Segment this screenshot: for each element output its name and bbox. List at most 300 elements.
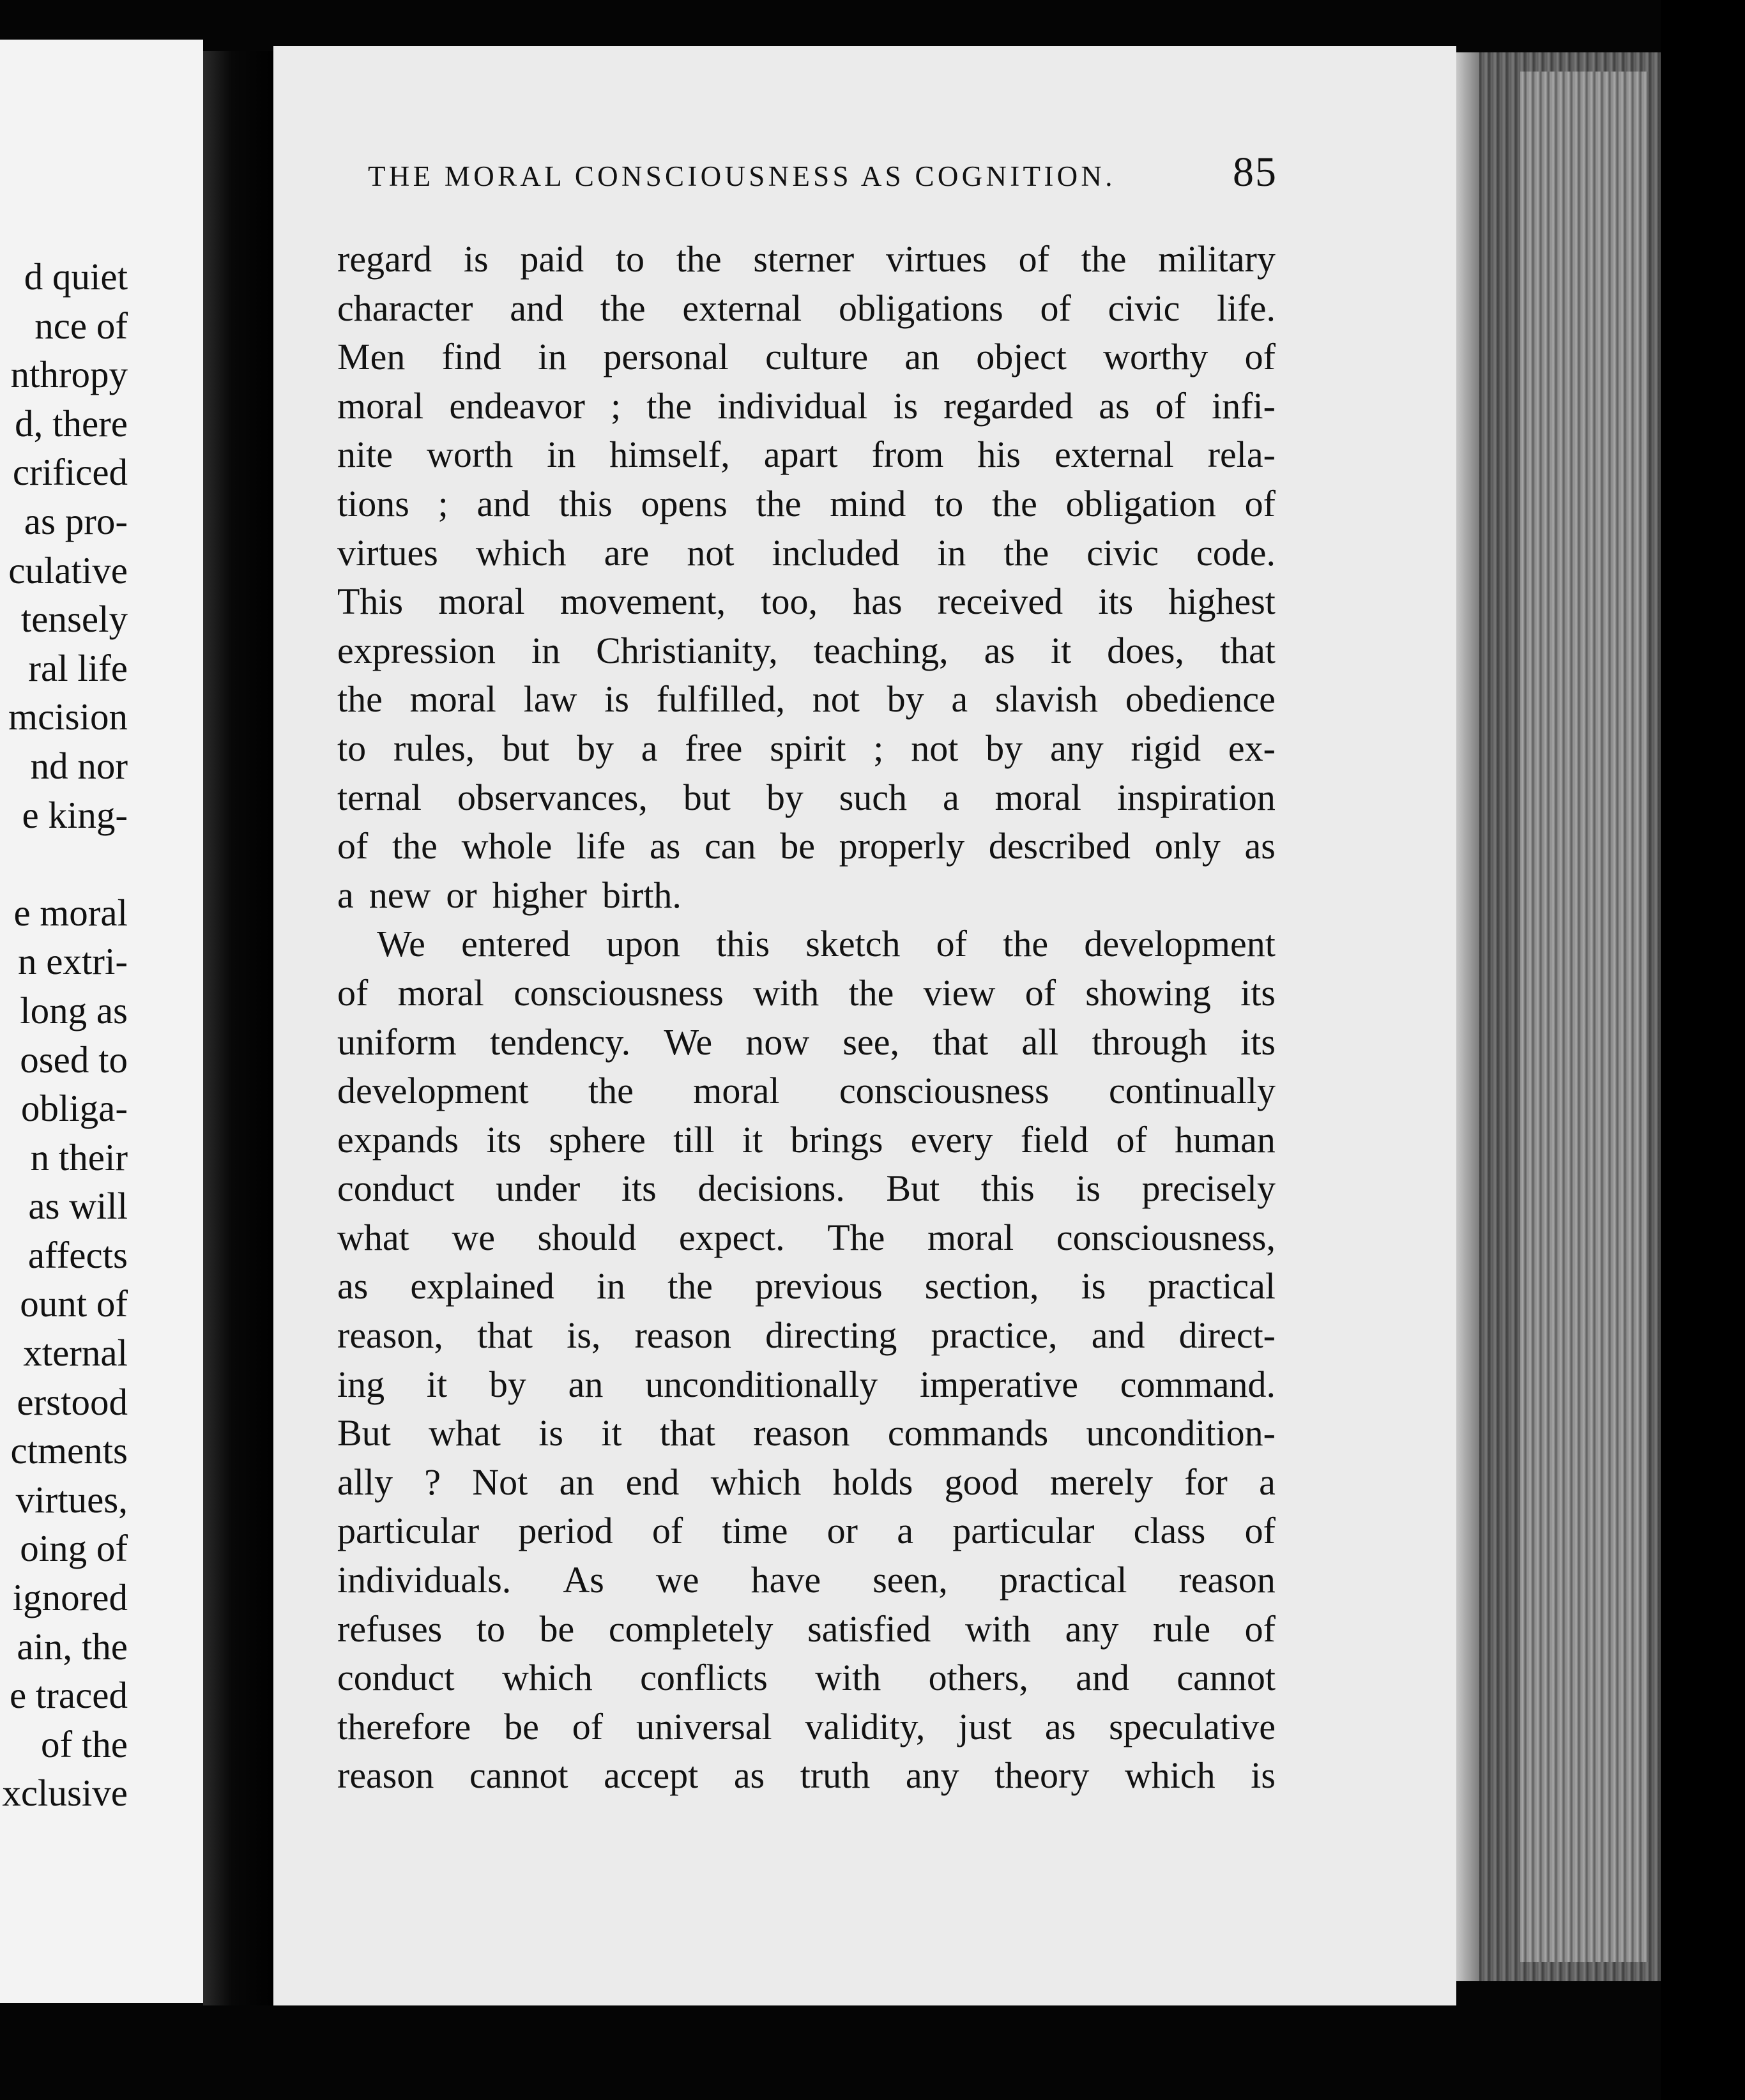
left-page-line: culative: [8, 549, 128, 591]
left-page-line: xclusive: [2, 1772, 128, 1815]
word: in: [596, 1265, 626, 1307]
word: the: [392, 825, 438, 867]
word: development: [1084, 923, 1276, 965]
text-line: [337, 675, 1276, 724]
word: apart: [763, 434, 838, 476]
word: birth.: [602, 874, 682, 916]
word: worth: [426, 434, 514, 476]
left-page-line: erstood: [17, 1380, 128, 1423]
word: reason: [753, 1412, 850, 1454]
word: of: [337, 825, 369, 867]
left-page-line: affects: [27, 1233, 128, 1276]
page-edge-shadow: [1456, 52, 1479, 1981]
word: with: [964, 1608, 1032, 1650]
left-page-line: long as: [20, 989, 128, 1031]
word: But: [886, 1168, 940, 1210]
word: and: [1076, 1657, 1129, 1699]
text-line: [337, 1703, 1276, 1752]
word: entered: [461, 923, 570, 965]
word: as: [1099, 384, 1130, 427]
word: command.: [1120, 1363, 1276, 1405]
word: life.: [1217, 287, 1276, 329]
left-page-line: ignored: [12, 1576, 128, 1619]
word: obedience: [1125, 678, 1276, 720]
word: by: [766, 776, 804, 818]
word: what: [337, 1216, 409, 1258]
word: consciousness: [839, 1070, 1049, 1112]
word: not: [812, 678, 860, 720]
text-line: [337, 1458, 1276, 1507]
left-page-line: of the: [41, 1723, 128, 1765]
word: described: [988, 825, 1131, 867]
word: reason,: [337, 1314, 443, 1357]
word: are: [604, 531, 650, 574]
word: field: [1020, 1118, 1089, 1160]
word: or: [827, 1510, 858, 1552]
word: directing: [765, 1314, 897, 1357]
word: section,: [924, 1265, 1039, 1307]
left-page-line: e moral: [13, 891, 128, 934]
word: of: [652, 1510, 683, 1552]
word: sphere: [549, 1118, 646, 1160]
word: object: [976, 336, 1067, 378]
word: We: [377, 923, 425, 965]
word: civic: [1108, 287, 1180, 329]
text-line: [337, 1751, 1276, 1800]
left-page-line: xternal: [23, 1332, 128, 1374]
left-page-line: e traced: [9, 1674, 128, 1717]
text-line: [337, 1067, 1276, 1116]
word: its: [1240, 971, 1276, 1014]
word: consciousness: [514, 971, 724, 1014]
scan-background-right: [1661, 0, 1745, 2100]
word: just: [958, 1705, 1012, 1747]
word: is: [463, 238, 489, 280]
word: moral: [409, 678, 496, 720]
word: observances,: [457, 776, 648, 818]
left-page-line: ral life: [28, 646, 128, 689]
word: its: [1240, 1021, 1276, 1063]
word: ally: [337, 1461, 393, 1503]
left-page-line: virtues,: [15, 1478, 128, 1521]
word: accept: [604, 1754, 699, 1797]
left-page-line: d quiet: [24, 255, 128, 298]
word: any: [1065, 1608, 1119, 1650]
word: is: [1081, 1265, 1106, 1307]
word: particular: [337, 1510, 480, 1552]
word: direct-: [1178, 1314, 1276, 1357]
word: continually: [1109, 1070, 1276, 1112]
word: reason: [1178, 1559, 1276, 1601]
word: regarded: [943, 384, 1074, 427]
word: unconditionally: [645, 1363, 878, 1405]
word: practical: [1148, 1265, 1276, 1307]
text-line: [337, 333, 1276, 382]
page-edges: [1456, 52, 1661, 1981]
word: with: [815, 1657, 881, 1699]
text-line: [337, 235, 1276, 284]
word: by: [489, 1363, 526, 1405]
word: the: [1081, 238, 1127, 280]
word: tions: [337, 482, 409, 524]
word: of: [337, 971, 369, 1014]
word: free: [685, 727, 743, 769]
left-page-line: nthropy: [10, 353, 128, 396]
word: it: [742, 1118, 763, 1160]
word: the: [646, 384, 692, 427]
word: particular: [952, 1510, 1095, 1552]
text-line: [337, 1214, 1276, 1263]
page-number: 85: [1233, 149, 1277, 195]
word: rules,: [393, 727, 475, 769]
word: ?: [424, 1461, 441, 1503]
word: good: [944, 1461, 1019, 1503]
word: is,: [567, 1314, 601, 1357]
word: infi-: [1212, 384, 1276, 427]
word: sketch: [805, 923, 901, 965]
word: class: [1133, 1510, 1206, 1552]
left-page-line: as will: [28, 1185, 128, 1228]
word: be: [780, 825, 815, 867]
word: to: [337, 727, 367, 769]
word: commands: [887, 1412, 1049, 1454]
word: a: [942, 776, 959, 818]
word: a: [337, 874, 354, 916]
word: period: [518, 1510, 613, 1552]
word: military: [1158, 238, 1276, 280]
word: of: [1244, 1510, 1276, 1552]
word: as: [984, 629, 1015, 671]
word: its: [621, 1168, 657, 1210]
word: sterner: [753, 238, 855, 280]
word: cannot: [469, 1754, 568, 1797]
word: higher: [492, 874, 587, 916]
word: by: [887, 678, 924, 720]
word: it: [426, 1363, 448, 1405]
word: that: [659, 1412, 715, 1454]
word: law: [523, 678, 577, 720]
word: properly: [839, 825, 965, 867]
word: We: [664, 1021, 713, 1063]
word: expands: [337, 1118, 459, 1160]
word: As: [563, 1559, 604, 1601]
word: imperative: [920, 1363, 1079, 1405]
word: but: [502, 727, 550, 769]
word: life: [576, 825, 626, 867]
page-edges-inner: [1520, 72, 1648, 1962]
word: find: [441, 336, 501, 378]
word: ;: [873, 727, 884, 769]
word: for: [1184, 1461, 1228, 1503]
word: an: [559, 1461, 595, 1503]
word: individual: [717, 384, 868, 427]
word: which: [1124, 1754, 1215, 1797]
word: the: [667, 1265, 713, 1307]
word: it: [601, 1412, 622, 1454]
word: consciousness,: [1056, 1216, 1276, 1258]
word: only: [1154, 825, 1221, 867]
word: a: [951, 678, 968, 720]
word: it: [1050, 629, 1072, 671]
word: universal: [636, 1705, 772, 1747]
word: himself,: [609, 434, 730, 476]
word: endeavor: [449, 384, 585, 427]
word: of: [1040, 287, 1071, 329]
text-line: [337, 1116, 1276, 1165]
word: conflicts: [640, 1657, 768, 1699]
word: to: [934, 482, 964, 524]
word: ;: [438, 482, 448, 524]
word: the: [676, 238, 722, 280]
word: decisions.: [697, 1168, 845, 1210]
word: ing: [337, 1363, 385, 1405]
word: that: [1219, 629, 1276, 671]
word: expect.: [678, 1216, 785, 1258]
word: through: [1092, 1021, 1207, 1063]
word: seen,: [872, 1559, 948, 1601]
word: Men: [337, 336, 406, 378]
word: in: [538, 336, 567, 378]
word: the: [600, 287, 646, 329]
word: this: [558, 482, 613, 524]
word: is: [604, 678, 629, 720]
word: inspiration: [1116, 776, 1276, 818]
word: which: [501, 1657, 593, 1699]
word: explained: [410, 1265, 554, 1307]
word: as: [337, 1265, 369, 1307]
word: human: [1175, 1118, 1276, 1160]
word: moral: [438, 581, 525, 623]
word: This: [337, 581, 404, 623]
word: upon: [606, 923, 680, 965]
word: the: [337, 678, 383, 720]
word: this: [716, 923, 770, 965]
word: its: [1098, 581, 1134, 623]
word: ;: [611, 384, 621, 427]
word: in: [547, 434, 576, 476]
word: we: [655, 1559, 699, 1601]
word: does,: [1107, 629, 1184, 671]
text-line: [337, 627, 1276, 676]
word: a: [1259, 1461, 1276, 1503]
word: external: [682, 287, 802, 329]
word: an: [904, 336, 940, 378]
text-line: [337, 1311, 1276, 1360]
word: development: [337, 1070, 529, 1112]
word: moral: [337, 384, 424, 427]
left-page-line: n extri-: [17, 940, 128, 983]
word: as: [1044, 1705, 1076, 1747]
word: is: [538, 1412, 563, 1454]
word: virtues: [885, 238, 987, 280]
word: as: [1244, 825, 1276, 867]
word: expression: [337, 629, 496, 671]
word: reason: [337, 1754, 434, 1797]
text-line: [337, 1654, 1276, 1703]
text-line: [337, 529, 1276, 578]
main-page: [273, 46, 1456, 2005]
word: speculative: [1109, 1705, 1276, 1747]
word: character: [337, 287, 473, 329]
word: nite: [337, 434, 393, 476]
word: the: [756, 482, 802, 524]
word: the: [848, 971, 894, 1014]
word: of: [1116, 1118, 1147, 1160]
left-page-line: n their: [30, 1136, 128, 1178]
word: such: [839, 776, 908, 818]
word: and: [1091, 1314, 1145, 1357]
left-page-line: tensely: [20, 598, 128, 641]
word: conduct: [337, 1657, 455, 1699]
word: cannot: [1177, 1657, 1276, 1699]
word: is: [1251, 1754, 1276, 1797]
word: an: [568, 1363, 604, 1405]
left-page-line: as pro-: [24, 499, 128, 542]
word: precisely: [1141, 1168, 1276, 1210]
word: see,: [842, 1021, 899, 1063]
word: be: [504, 1705, 539, 1747]
word: mind: [830, 482, 906, 524]
word: truth: [800, 1754, 871, 1797]
word: to: [476, 1608, 505, 1650]
word: paid: [520, 238, 584, 280]
word: is: [893, 384, 918, 427]
word: not: [911, 727, 959, 769]
word: rela-: [1207, 434, 1276, 476]
word: validity,: [805, 1705, 926, 1747]
word: have: [751, 1559, 821, 1601]
word: this: [980, 1168, 1035, 1210]
text-line: [337, 1605, 1276, 1654]
word: the: [588, 1070, 634, 1112]
word: can: [705, 825, 756, 867]
text-line: [337, 969, 1276, 1018]
word: the: [992, 482, 1037, 524]
word: of: [572, 1705, 604, 1747]
word: culture: [765, 336, 869, 378]
word: with: [753, 971, 819, 1014]
left-page-line: ain, the: [17, 1625, 128, 1668]
word: not: [687, 531, 735, 574]
left-page-line: mcision: [8, 696, 128, 738]
word: what: [429, 1412, 501, 1454]
word: completely: [608, 1608, 773, 1650]
word: as: [733, 1754, 765, 1797]
word: received: [937, 581, 1063, 623]
left-page-line: obliga-: [20, 1087, 128, 1130]
word: ex-: [1228, 727, 1276, 769]
word: from: [871, 434, 944, 476]
word: in: [937, 531, 966, 574]
word: obligation: [1065, 482, 1216, 524]
word: and: [510, 287, 563, 329]
word: others,: [928, 1657, 1028, 1699]
word: external: [1054, 434, 1174, 476]
text-line: [337, 822, 1276, 871]
word: individuals.: [337, 1559, 512, 1601]
text-line: [337, 920, 1276, 969]
word: refuses: [337, 1608, 443, 1650]
word: a: [641, 727, 658, 769]
left-page-line: ount of: [20, 1282, 128, 1325]
word: brings: [790, 1118, 883, 1160]
word: movement,: [560, 581, 726, 623]
word: satisfied: [807, 1608, 931, 1650]
word: whole: [461, 825, 552, 867]
text-line: [337, 724, 1276, 773]
word: too,: [761, 581, 818, 623]
word: till: [673, 1118, 715, 1160]
word: as: [649, 825, 681, 867]
word: to: [615, 238, 645, 280]
text-line: [337, 1360, 1276, 1410]
word: end: [625, 1461, 680, 1503]
word: opens: [641, 482, 728, 524]
left-page-fragment: [0, 40, 203, 2003]
word: which: [710, 1461, 802, 1503]
word: a: [897, 1510, 913, 1552]
word: slavish: [994, 678, 1099, 720]
word: time: [722, 1510, 788, 1552]
word: that: [477, 1314, 533, 1357]
word: new: [369, 874, 431, 916]
word: moral: [397, 971, 484, 1014]
word: practice,: [931, 1314, 1058, 1357]
word: code.: [1196, 531, 1276, 574]
word: therefore: [337, 1705, 471, 1747]
book-gutter: [203, 51, 275, 2005]
word: all: [1021, 1021, 1059, 1063]
word: But: [337, 1412, 391, 1454]
running-header: [368, 160, 1456, 211]
word: civic: [1086, 531, 1159, 574]
word: of: [1244, 1608, 1276, 1650]
left-page-line: d, there: [15, 402, 128, 445]
word: highest: [1168, 581, 1276, 623]
running-title: THE MORAL CONSCIOUSNESS AS COGNITION.: [368, 160, 1116, 192]
word: under: [496, 1168, 581, 1210]
word: moral: [693, 1070, 780, 1112]
word: which: [475, 531, 567, 574]
left-page-text: [0, 252, 128, 1818]
word: Not: [472, 1461, 528, 1503]
word: teaching,: [813, 629, 949, 671]
text-line: [337, 1507, 1276, 1556]
word: of: [1155, 384, 1186, 427]
text-line: [337, 871, 1276, 920]
text-line: [337, 382, 1276, 431]
word: in: [531, 629, 561, 671]
word: its: [486, 1118, 522, 1160]
left-page-line: ctments: [10, 1429, 128, 1472]
word: conduct: [337, 1168, 455, 1210]
word: but: [683, 776, 731, 818]
word: moral: [994, 776, 1081, 818]
word: showing: [1085, 971, 1211, 1014]
word: of: [1244, 482, 1276, 524]
word: any: [1049, 727, 1104, 769]
word: obligations: [838, 287, 1003, 329]
left-page-line: osed to: [20, 1038, 128, 1081]
word: theory: [994, 1754, 1090, 1797]
body-text: [337, 235, 1276, 1800]
word: merely: [1049, 1461, 1153, 1503]
word: fulfilled,: [656, 678, 785, 720]
word: has: [853, 581, 903, 623]
text-line: [337, 1409, 1276, 1458]
word: Christianity,: [596, 629, 778, 671]
word: is: [1076, 1168, 1101, 1210]
